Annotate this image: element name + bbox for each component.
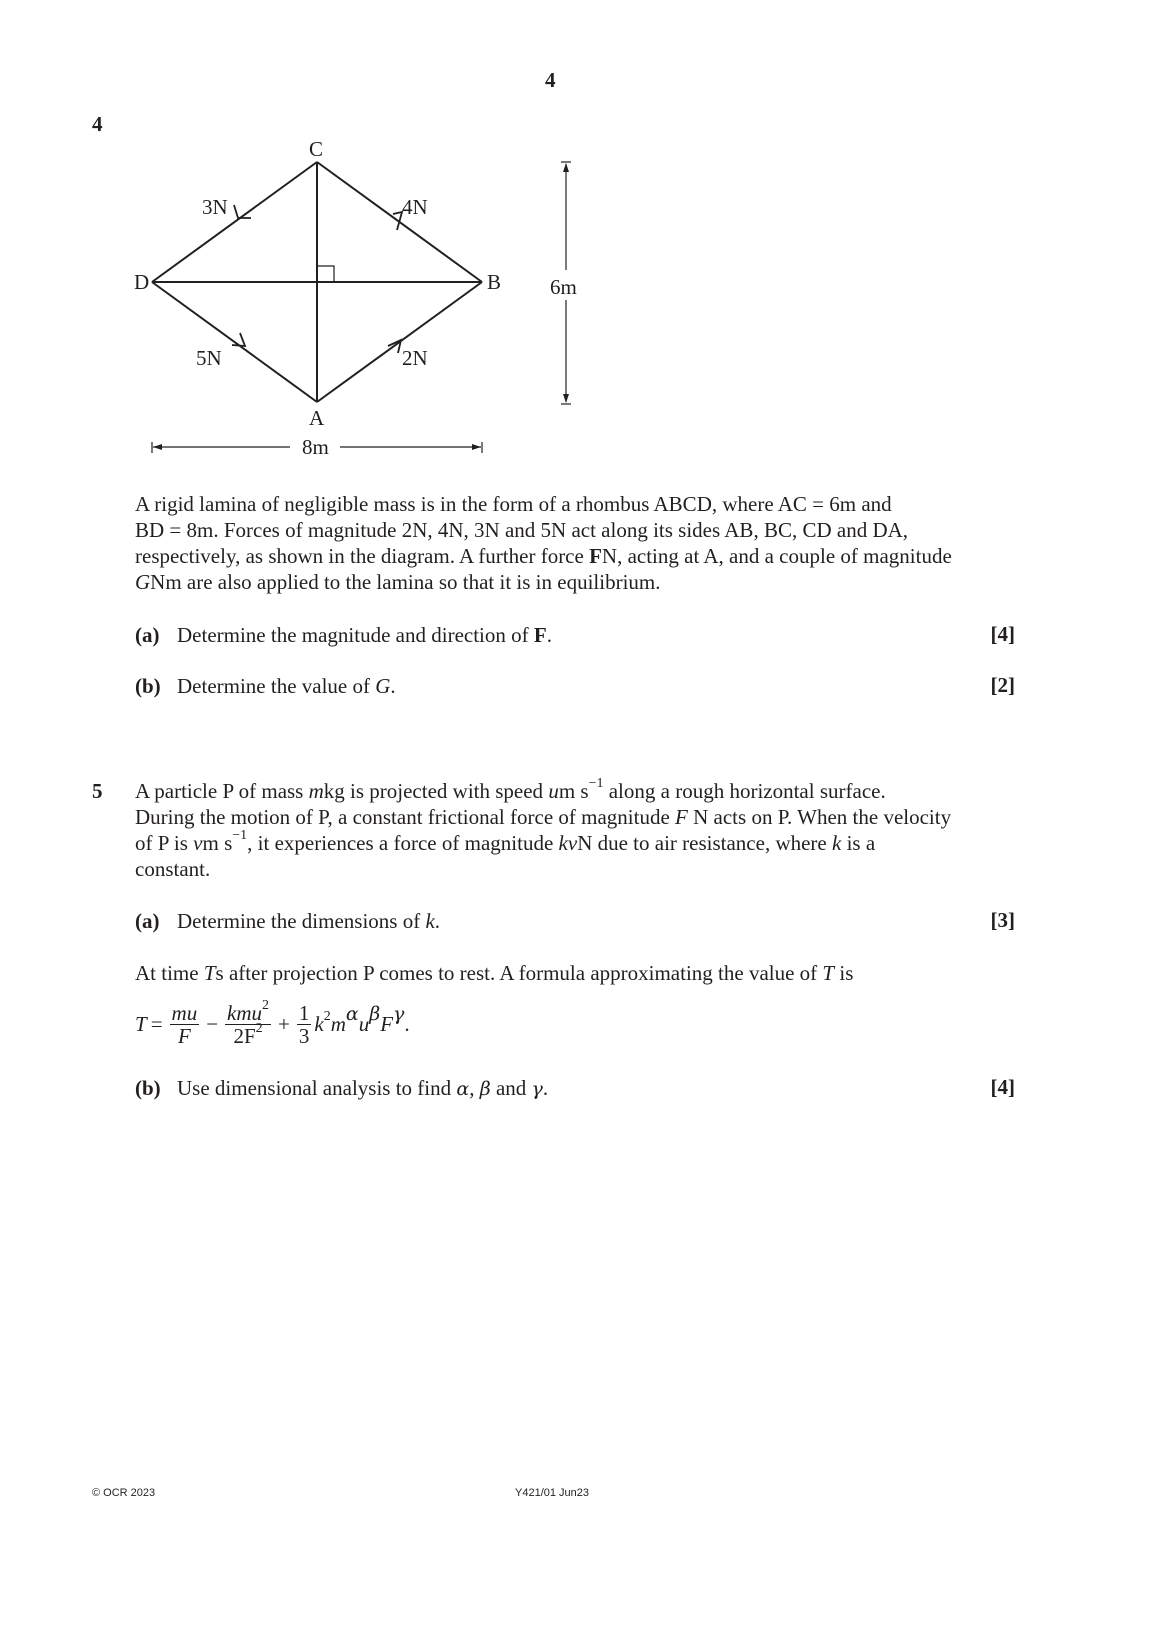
q5-line-1: A particle P of mass mkg is projected with speed um $s^{-1}$ along a rough horizontal surface. (135, 776, 886, 803)
vertex-label-d: D (134, 270, 150, 294)
formula-T: T = $\frac{mu}{F}$ − $\frac{kmu^2}{2F^2}$ + $\frac{1}{3}$ $k^2m^\alpha u^\beta F^\gamma$. (135, 998, 410, 1048)
question-5-number: 5 (92, 779, 103, 803)
right-angle-marker (317, 266, 334, 282)
part-label: (b) (135, 674, 161, 698)
part-label: (a) (135, 909, 160, 933)
dim-6m-arrow-down-icon (563, 394, 569, 403)
question-4b-marks: [2] (990, 673, 1015, 697)
side-ab (317, 282, 482, 402)
question-5-stem (135, 778, 1025, 882)
dim-8m-arrow-left-icon (153, 444, 162, 450)
footer-paper-code: Y421/01 Jun23 (515, 1487, 590, 1499)
vertex-label-c: C (309, 137, 324, 161)
q5-line-4: constant. (135, 857, 211, 881)
vertex-label-a: A (309, 406, 325, 430)
dimension-label-8m: 8m (302, 435, 329, 459)
dim-6m-arrow-up-icon (563, 163, 569, 172)
force-label-da: 5N (196, 346, 222, 370)
question-4-number: 4 (92, 112, 103, 136)
question-4b: (b) Determine the value of G. (135, 674, 396, 698)
q4-line-1: A rigid lamina of negligible mass is in the form of a rhombus ABCD, where AC = 6m and (135, 492, 892, 516)
rhombus-diagram (0, 0, 700, 480)
question-5b-marks: [4] (990, 1075, 1015, 1099)
force-label-ab: 2N (402, 346, 428, 370)
q5-line-3: of P is vm $s^{-1}$, it experiences a force of magnitude kvN due to air resistance, where k is a (135, 828, 876, 855)
footer-copyright: © OCR 2023 (92, 1487, 156, 1499)
side-dc (152, 162, 317, 282)
part-label: (a) (135, 623, 160, 647)
force-label-cd: 3N (202, 195, 228, 219)
dimension-label-6m: 6m (550, 275, 577, 299)
fraction-mu-over-F: $\frac{mu}{F}$ (171, 1001, 198, 1048)
page-number: 4 (545, 68, 556, 92)
vertex-label-b: B (487, 270, 502, 294)
force-label-bc: 4N (402, 195, 428, 219)
question-4a-marks: [4] (990, 622, 1015, 646)
q4-line-2: BD = 8m. Forces of magnitude 2N, 4N, 3N and 5N act along its sides AB, BC, CD and DA, (135, 518, 909, 542)
q4-line-4: GNm are also applied to the lamina so that it is in equilibrium. (135, 570, 661, 594)
question-5a-marks: [3] (990, 908, 1015, 932)
part-label: (b) (135, 1076, 161, 1100)
fraction-one-third: $\frac{1}{3}$ (298, 1001, 310, 1048)
question-5b: (b) Use dimensional analysis to find α, β and γ. (135, 1076, 549, 1100)
question-4-stem (135, 491, 1025, 595)
side-da (152, 282, 317, 402)
fraction-kmu2-over-2F2: $\frac{kmu^2}{2F^2}$ (227, 998, 270, 1048)
dim-8m-arrow-right-icon (472, 444, 481, 450)
question-4a: (a) Determine the magnitude and direction of F. (135, 623, 552, 647)
question-5a: (a) Determine the dimensions of k. (135, 909, 441, 933)
question-5b-intro: At time Ts after projection P comes to rest. A formula approximating the value of T is (135, 961, 854, 985)
q5-line-2: During the motion of P, a constant frictional force of magnitude F N acts on P. When the velocity (135, 805, 952, 829)
q4-line-3: respectively, as shown in the diagram. A further force FN, acting at A, and a couple of magnitude (135, 544, 952, 568)
